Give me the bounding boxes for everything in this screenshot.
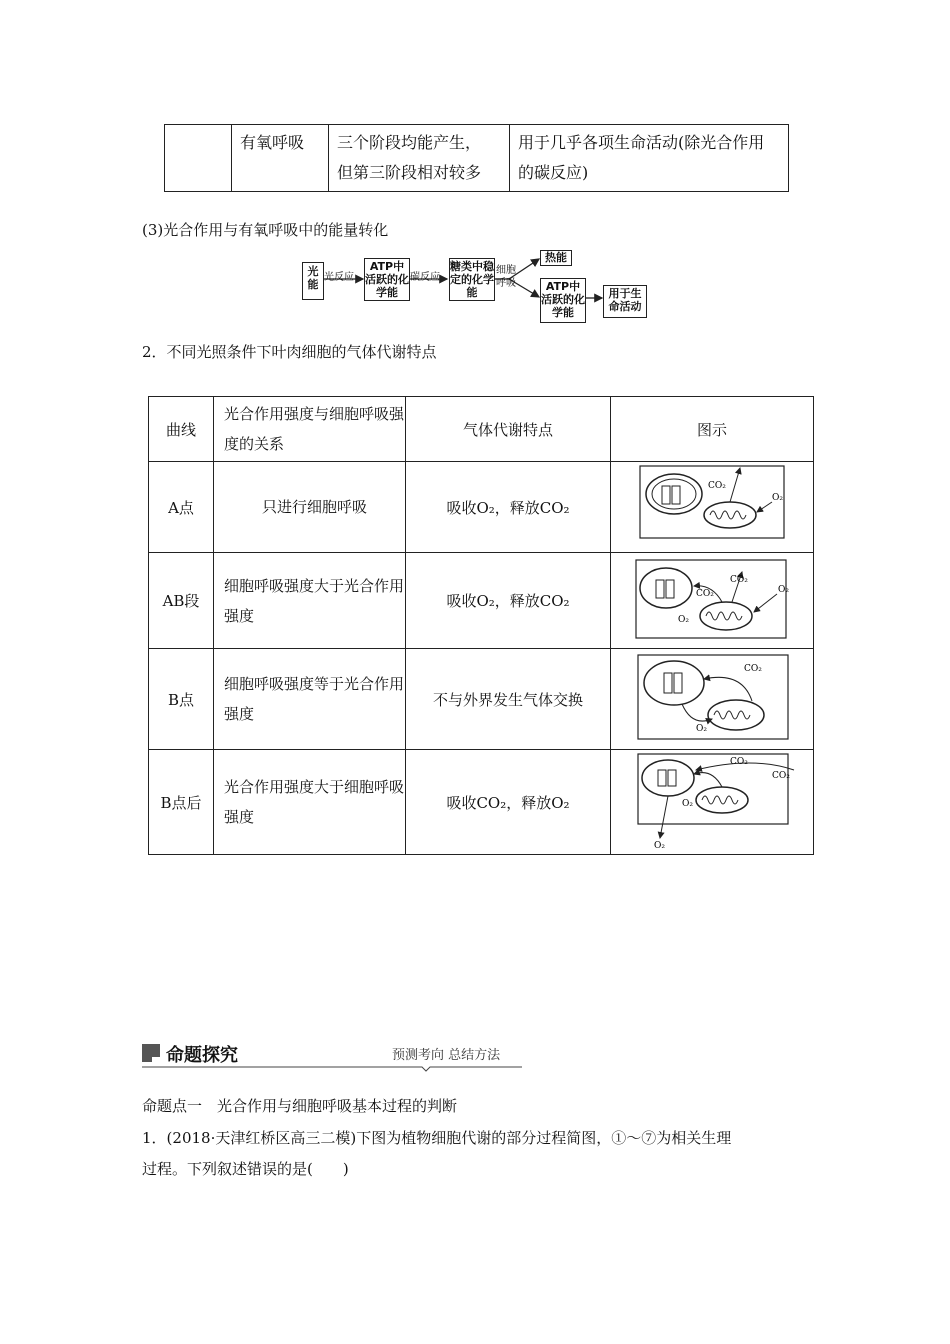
point-title: 命题点一 光合作用与细胞呼吸基本过程的判断 <box>142 1097 458 1115</box>
flow-label: 碳反应 <box>410 272 440 283</box>
flow-box-sugar: 糖类中稳定的化学能 <box>450 260 494 299</box>
flow-box-light: 光能 <box>302 262 324 300</box>
section3-heading: (3)光合作用与有氧呼吸中的能量转化 <box>142 221 389 239</box>
cell-line: 的碳反应) <box>518 163 589 182</box>
gas-cell: 吸收O₂，释放CO₂ <box>406 462 611 553</box>
table-row <box>149 750 814 855</box>
section-square-icon <box>142 1044 160 1062</box>
table-cell: 有氧呼吸 <box>232 125 329 192</box>
flow-label: 细胞呼吸 <box>496 265 516 289</box>
question-text: 过程。下列叙述错误的是( ) <box>142 1160 349 1178</box>
heading-2: 2．不同光照条件下叶肉细胞的气体代谢特点 <box>142 343 437 361</box>
o2-label: O₂ <box>682 799 693 809</box>
table-row <box>149 553 814 649</box>
cell-diagram-ab <box>612 554 812 644</box>
relation-cell: 细胞呼吸强度大于光合作用强度 <box>214 553 406 649</box>
curve-cell: AB段 <box>149 553 214 649</box>
diagram-cell <box>611 649 814 750</box>
co2-label: CO₂ <box>730 574 748 585</box>
table-cell <box>165 125 232 192</box>
gas-metabolism-table <box>148 396 814 855</box>
header-cell: 曲线 <box>149 397 214 462</box>
table-header-row <box>149 397 814 462</box>
cell-line: 三个阶段均能产生， <box>337 133 482 152</box>
table-cell <box>329 125 510 192</box>
co2-label: CO₂ <box>730 757 748 767</box>
relation-cell: 光合作用强度大于细胞呼吸强度 <box>214 750 406 855</box>
flow-box-atp: ATP中活跃的化学能 <box>365 260 409 299</box>
co2-label: CO₂ <box>772 771 790 781</box>
cell-diagram-after-b <box>612 750 812 850</box>
relation-cell: 只进行细胞呼吸 <box>214 462 406 553</box>
o2-label: O₂ <box>678 614 689 625</box>
gas-cell: 吸收O₂，释放CO₂ <box>406 553 611 649</box>
co2-label: CO₂ <box>708 481 726 491</box>
diagram-cell <box>611 553 814 649</box>
o2-label: O₂ <box>772 493 783 503</box>
flow-label: 光反应 <box>324 272 354 283</box>
section-subtitle: 预测考向 总结方法 <box>392 1048 501 1063</box>
curve-cell: B点后 <box>149 750 214 855</box>
co2-label: CO₂ <box>744 664 762 674</box>
energy-table <box>164 124 789 192</box>
o2-label: O₂ <box>654 841 665 850</box>
gas-cell: 不与外界发生气体交换 <box>406 649 611 750</box>
o2-label: O₂ <box>778 584 789 595</box>
table-row <box>149 649 814 750</box>
diagram-cell <box>611 462 814 553</box>
co2-label: CO₂ <box>696 588 714 599</box>
cell-line: 但第三阶段相对较多 <box>337 163 482 182</box>
curve-cell: A点 <box>149 462 214 553</box>
cell-diagram-b <box>612 649 812 745</box>
flow-box-atp2: ATP中活跃的化学能 <box>540 278 586 323</box>
section-header <box>142 1041 522 1069</box>
table-row <box>165 125 789 192</box>
diagram-cell <box>611 750 814 855</box>
header-cell: 图示 <box>611 397 814 462</box>
table-cell <box>510 125 789 192</box>
table-row <box>149 462 814 553</box>
curve-cell: B点 <box>149 649 214 750</box>
gas-cell: 吸收CO₂，释放O₂ <box>406 750 611 855</box>
section-title: 命题探究 <box>166 1045 238 1066</box>
section-underline <box>142 1065 522 1073</box>
relation-cell: 细胞呼吸强度等于光合作用强度 <box>214 649 406 750</box>
header-cell: 光合作用强度与细胞呼吸强度的关系 <box>214 397 406 462</box>
flow-box-life: 用于生命活动 <box>603 285 647 318</box>
question-text: 1．(2018·天津红桥区高三二模)下图为植物细胞代谢的部分过程简图，①～⑦为相关生理 <box>142 1129 732 1147</box>
flow-box-heat: 热能 <box>540 250 572 266</box>
cell-line: 用于几乎各项生命活动(除光合作用 <box>518 133 765 152</box>
header-cell: 气体代谢特点 <box>406 397 611 462</box>
cell-diagram-a <box>612 462 812 548</box>
o2-label: O₂ <box>696 724 707 734</box>
